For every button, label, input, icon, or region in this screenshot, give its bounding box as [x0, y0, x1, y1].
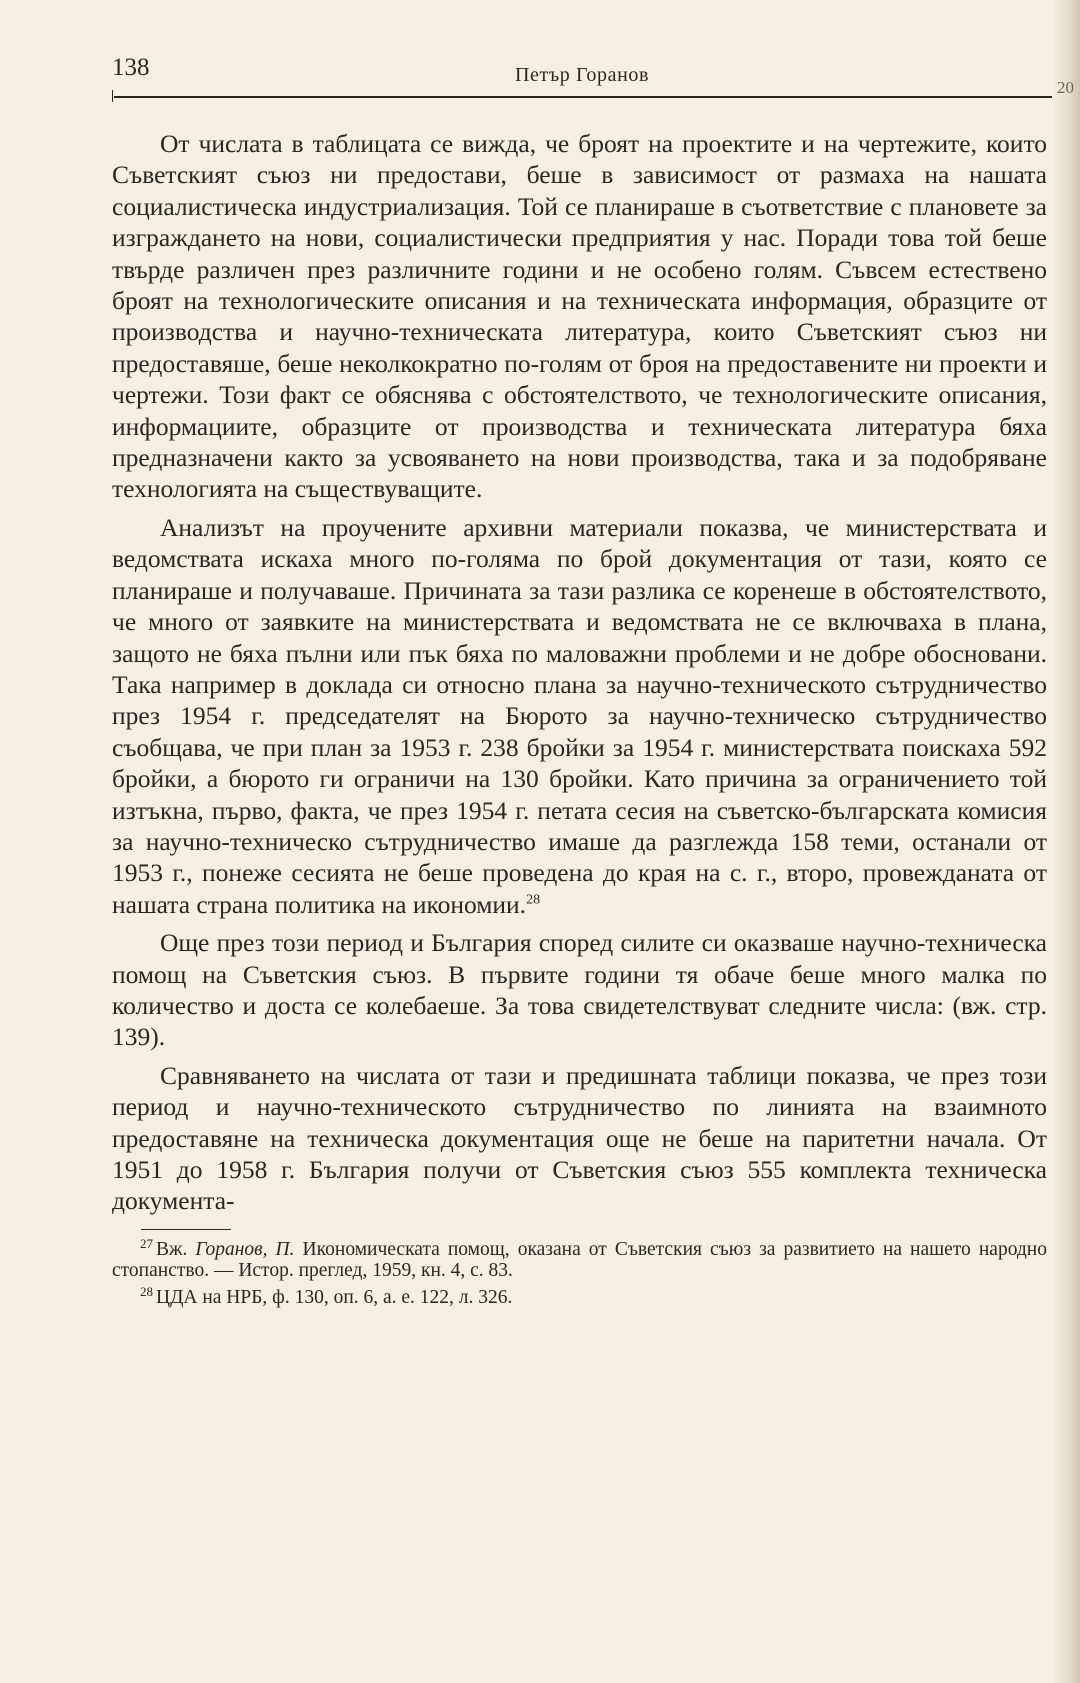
paragraph-3: Още през този период и България според силите си оказваше научно-техническа помощ на Съветския съюз. В първите години тя обаче беше много малка по количество и доста се колебаеше. За това свидетелствуват следните числа: (вж. стр. 139). — [112, 928, 1047, 1052]
footnote-28 — [112, 1283, 1047, 1308]
footnote-text: Икономическата помощ, оказана от Съветския съюз за развитието на нашето народно стопанство. — Истор. преглед, 1959, кн. 4, с. 83. — [112, 1239, 1047, 1281]
header-rule — [114, 96, 1052, 98]
running-title: Петър Горанов — [514, 64, 650, 86]
footnote-number: 28 — [140, 1283, 153, 1299]
footnote-author: Горанов, П. — [195, 1239, 295, 1260]
footnote-prefix: Вж. — [156, 1239, 196, 1260]
footnote-text: ЦДА на НРБ, ф. 130, оп. 6, а. е. 122, л. 326. — [156, 1287, 513, 1308]
footnotes — [112, 1235, 1047, 1308]
header-rule-tick — [112, 90, 113, 102]
paragraph-2 — [112, 512, 1047, 920]
paragraph-4: Сравняването на числата от тази и предишната таблици показва, че през този период и научно-техническото сътрудничество по линията на взаимното предоставяне на техническа документация още не беше на паритетни начала. От 1951 до 1958 г. България получи от Съветския съюз 555 комплекта техническа документа- — [112, 1060, 1047, 1216]
paragraph-1: От числата в таблицата се вижда, че броят на проектите и на чертежите, които Съветският съюз ни предостави, беше в зависимост от размаха на нашата социалистическа индустриализация. Той се планираше в съответствие с плановете за изграждането на нови, социалистически предприятия у нас. Поради това той беше твърде различен през различните години и не особено голям. Съвсем естествено броят на технологическите описания и на техническата информация, образците от производства и научно-техническата литература, които Съветският съюз ни предоставяше, беше неколкократно по-голям от броя на предоставените ни проекти и чертежи. Този факт се обяснява с обстоятелството, че технологическите описания, информациите, образците от производства и техническата литература бяха предназначени както за усвояването на нови производства, така и за подобряване технологията на съществуващите. — [112, 129, 1047, 504]
footnote-rule — [141, 1229, 231, 1230]
page-header — [112, 54, 1052, 104]
body-text — [112, 128, 1047, 1217]
adjacent-page-edge — [1052, 0, 1080, 1683]
footnote-27 — [112, 1235, 1047, 1281]
paragraph-2-text: Анализът на проучените архивни материали показва, че министерствата и ведомствата искаха много по-голяма по брой документация от тази, която се планираше и получаваше. Причината за тази разлика се коренеше в обстоятелството, че много от заявките на министерствата и ведомствата не се включваха в плана, защото не бяха пълни или пък бяха по маловажни проблеми и не добре обосновани. Така например в доклада си относно плана за научно-техническото сътрудничество през 1954 г. председателят на Бюрото за научно-техническо сътрудничество съобщава, че при план за 1953 г. 238 бройки за 1954 г. министерствата поискаха 592 бройки, а бюрото ги ограничи на 130 бройки. Като причина за ограничението той изтъкна, първо, факта, че през 1954 г. петата сесия на съветско-българската комисия за научно-техническо сътрудничество имаше да разглежда 158 теми, останали от 1953 г., понеже сесията не беше проведена до края на с. г., второ, провежданата от нашата страна политика на икономии. — [112, 512, 1047, 919]
adjacent-page-number: 20 — [1057, 78, 1074, 97]
footnote-number: 27 — [140, 1235, 153, 1251]
footnote-ref-28: 28 — [526, 892, 541, 908]
page-number: 138 — [112, 54, 150, 81]
